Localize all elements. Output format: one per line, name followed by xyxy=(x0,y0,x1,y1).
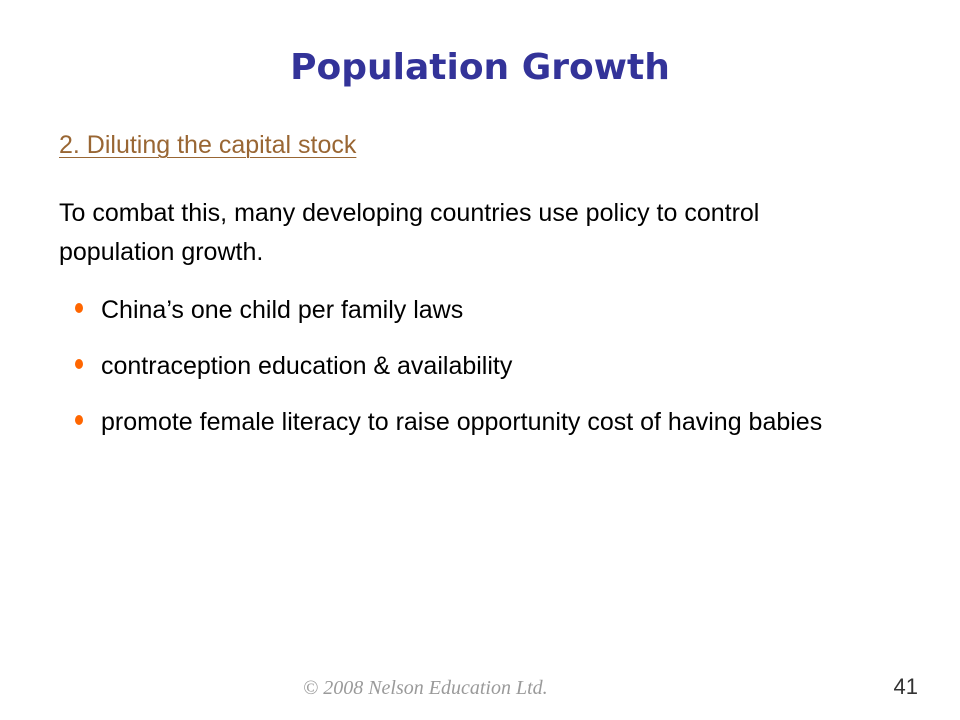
page-number: 41 xyxy=(893,674,918,699)
bullet-item-female-literacy xyxy=(74,403,854,442)
bullet-item-one-child-policy xyxy=(74,291,854,330)
slide-title: Population Growth xyxy=(290,47,670,88)
bullet-dot-icon xyxy=(75,303,83,313)
section-heading: 2. Diluting the capital stock xyxy=(59,131,357,159)
bullet-dot-icon xyxy=(75,415,83,425)
bullet-list xyxy=(74,291,854,459)
bullet-item-contraception xyxy=(74,347,854,386)
intro-paragraph: To combat this, many developing countries use policy to control population growth. xyxy=(59,199,760,266)
bullet-text: China’s one child per family laws xyxy=(101,296,464,324)
bullet-dot-icon xyxy=(75,359,83,369)
copyright-footer: © 2008 Nelson Education Ltd. xyxy=(303,677,548,699)
bullet-text: promote female literacy to raise opportunity cost of having babies xyxy=(101,408,823,436)
bullet-text: contraception education & availability xyxy=(101,352,513,380)
